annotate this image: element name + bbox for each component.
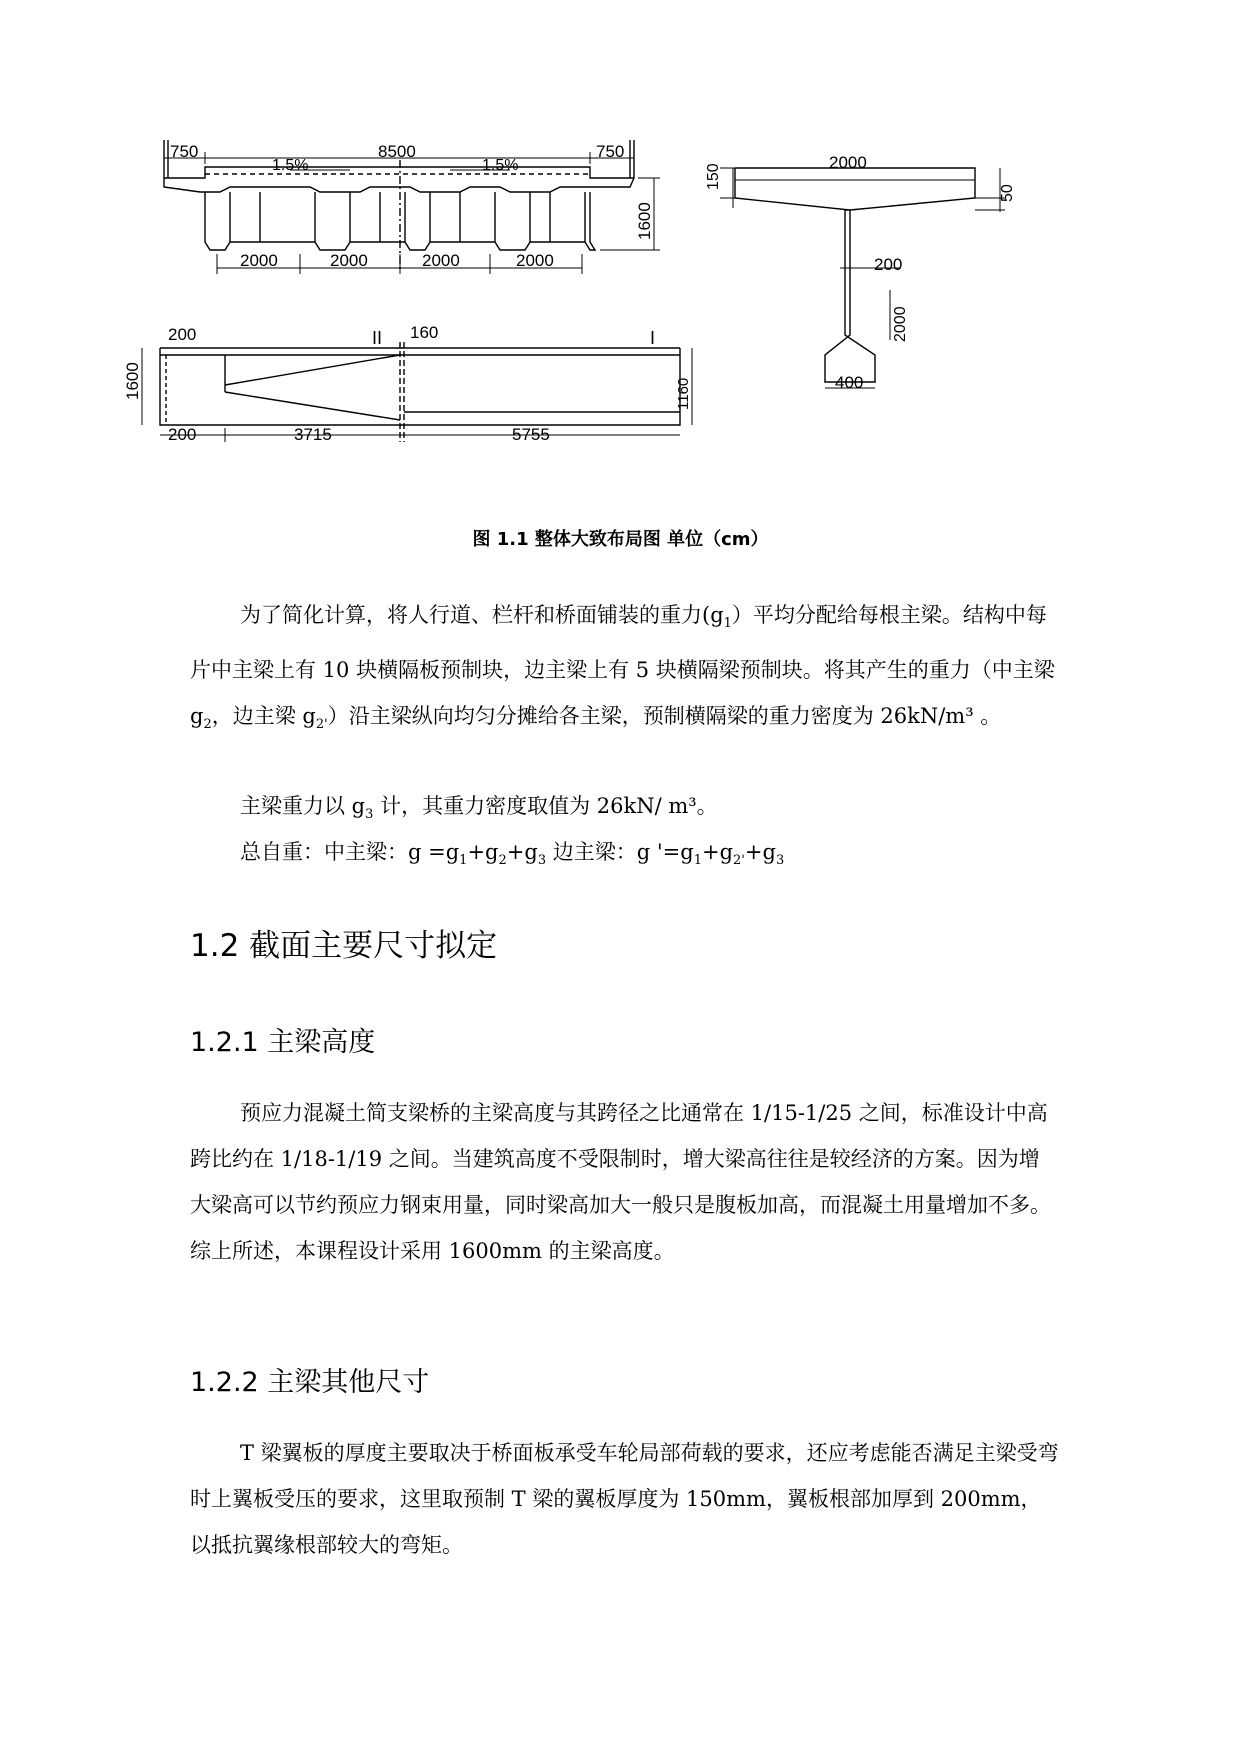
dim-8500: 8500 — [378, 142, 416, 161]
t-50: 50 — [999, 184, 1016, 202]
figure-caption: 图 1.1 整体大致布局图 单位（cm） — [472, 529, 769, 550]
section-I: I — [650, 328, 656, 348]
t-150: 150 — [705, 163, 722, 190]
elevation-view — [123, 323, 692, 444]
elev-160: 160 — [410, 323, 439, 342]
t-400: 400 — [835, 373, 864, 392]
main-beam-weight-line: 主梁重力以 $g_3$ 计，其重力密度取值为 26kN/ m³。 — [240, 794, 718, 823]
layout-figure — [123, 130, 1100, 475]
t-2000-vert: 2000 — [892, 306, 909, 342]
t-200: 200 — [874, 255, 903, 274]
slope-left: 1.5% — [272, 157, 309, 174]
elev-1160: 1160 — [675, 377, 692, 410]
span-1: 2000 — [240, 251, 278, 270]
heading-1-2: 1.2 截面主要尺寸拟定 — [190, 928, 498, 964]
t-2000: 2000 — [829, 153, 867, 172]
elev-3715: 3715 — [294, 425, 332, 444]
dim-750-left: 750 — [170, 142, 199, 161]
dim-750-right: 750 — [596, 142, 625, 161]
paragraph-beam-height: 预应力混凝土简支梁桥的主梁高度与其跨径之比通常在 1/15-1/25 之间，标准设计中高跨比约在 1/18-1/19 之间。当建筑高度不受限制时，增大梁高往往是较经济的方案。因为增大梁高可以节约预应力钢束用量，同时梁高加大一般只是腹板加高，而混凝土用量增加不多。综上所述，本课程设计采用 1600mm 的主梁高度。 — [190, 1101, 1051, 1263]
bridge-drawing — [123, 130, 1100, 475]
t-beam-section — [705, 153, 1016, 392]
elev-5755: 5755 — [512, 425, 550, 444]
span-3: 2000 — [422, 251, 460, 270]
dim-1600-cross: 1600 — [635, 202, 654, 240]
heading-1-2-2: 1.2.2 主梁其他尺寸 — [190, 1367, 430, 1398]
section-II: II — [372, 328, 383, 348]
cross-section — [164, 140, 660, 274]
span-4: 2000 — [516, 251, 554, 270]
total-weight-line: 总自重：中主梁：$g =g_1+g_2+g_3$ 边主梁：g '$=g_1+g_{2'}+g_3$ — [240, 840, 785, 869]
elev-1600: 1600 — [123, 362, 142, 400]
heading-1-2-1: 1.2.1 主梁高度 — [190, 1027, 376, 1058]
paragraph-self-weight: 为了简化计算，将人行道、栏杆和桥面铺装的重力$(g_1)$平均分配给每根主梁。结构中每片中主梁上有 10 块横隔板预制块，边主梁上有 5 块横隔梁预制块。将其产生的重力（中主梁 $g_2$，边主梁 $g_{2'}$）沿主梁纵向均匀分摊给各主梁，预制横隔梁的重力密度为 26kN/m³ 。 — [190, 603, 1055, 733]
span-2: 2000 — [330, 251, 368, 270]
elev-200-bottom: 200 — [168, 425, 197, 444]
slope-right: 1.5% — [482, 157, 519, 174]
elev-200-top: 200 — [168, 325, 197, 344]
paragraph-other-dimensions: T 梁翼板的厚度主要取决于桥面板承受车轮局部荷载的要求，还应考虑能否满足主梁受弯时上翼板受压的要求，这里取预制 T 梁的翼板厚度为 150mm，翼板根部加厚到 200mm，以抵抗翼缘根部较大的弯矩。 — [190, 1441, 1059, 1557]
